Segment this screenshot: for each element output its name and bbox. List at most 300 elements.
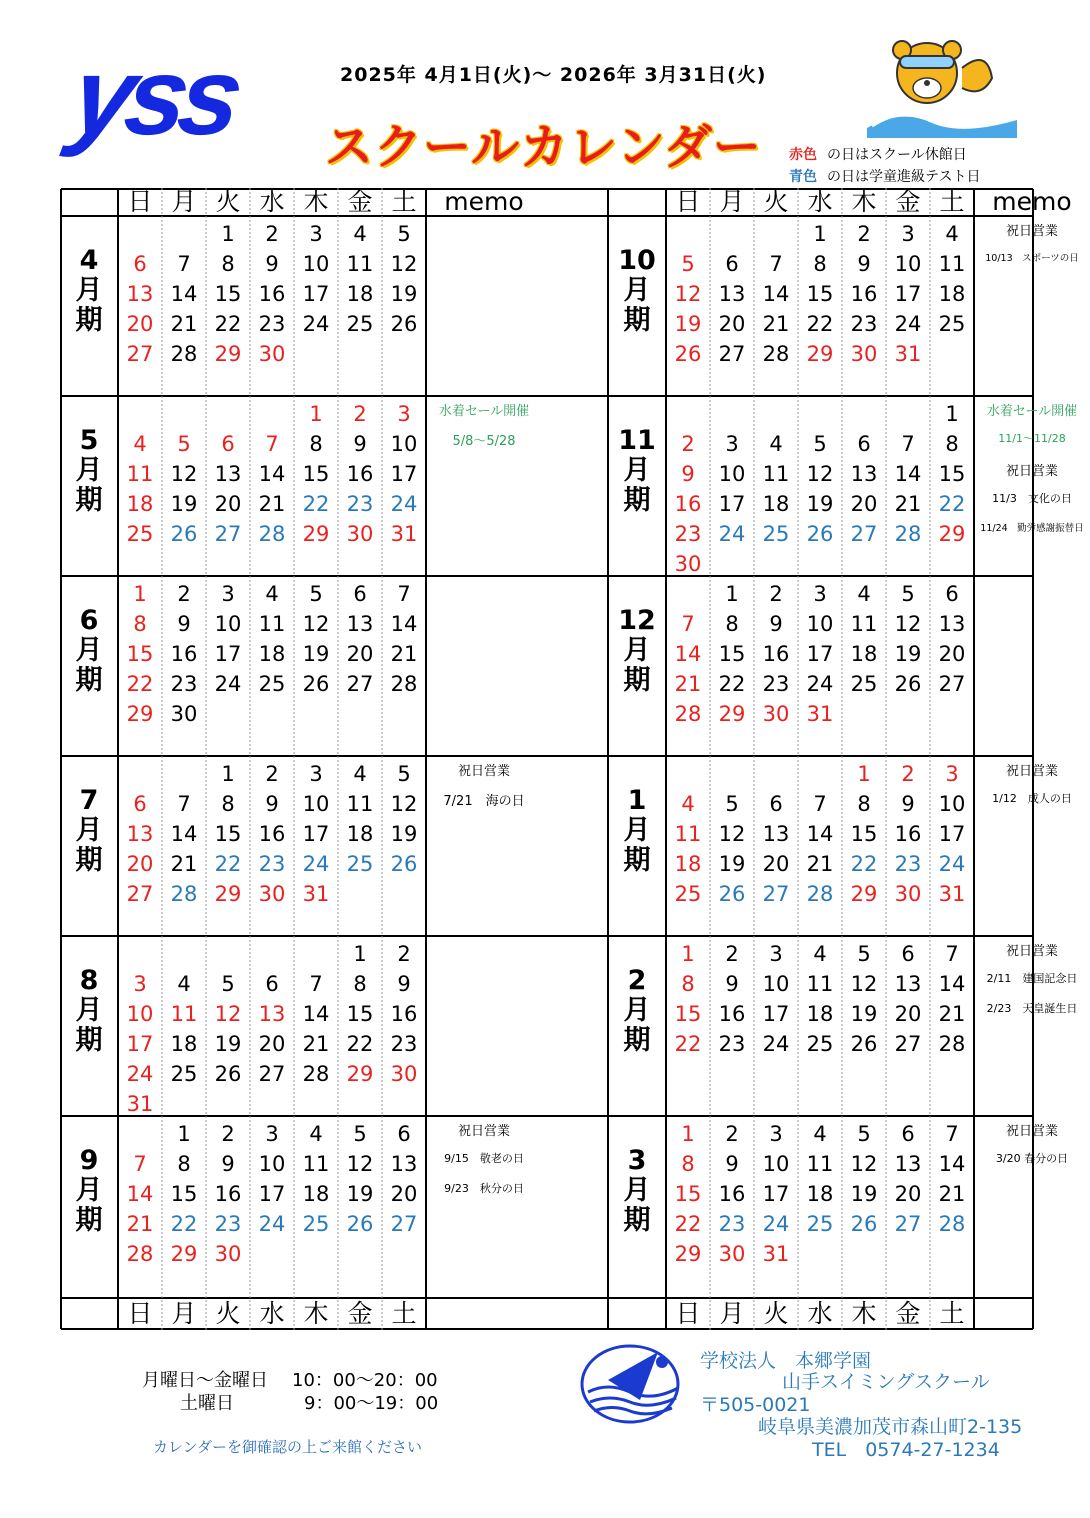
day-cell: 15 bbox=[938, 462, 966, 486]
day-cell: 26 bbox=[390, 852, 418, 876]
day-cell: 25 bbox=[806, 1212, 834, 1236]
memo-line: 11/24 勤労感謝振替日 bbox=[980, 523, 1084, 534]
month-label-part: 2 bbox=[627, 965, 647, 996]
memo-line: 7/21 海の日 bbox=[443, 794, 525, 809]
day-cell: 19 bbox=[390, 822, 418, 846]
weekday-hdr-1-1: 月 bbox=[719, 187, 745, 216]
day-cell: 20 bbox=[126, 852, 154, 876]
day-cell: 28 bbox=[674, 702, 702, 726]
day-cell: 22 bbox=[850, 852, 878, 876]
day-cell: 31 bbox=[390, 522, 418, 546]
day-cell: 14 bbox=[938, 1152, 966, 1176]
month-label-part: 4 bbox=[79, 245, 99, 276]
day-cell: 20 bbox=[346, 642, 374, 666]
legend-closed-key: 赤色 bbox=[789, 147, 817, 163]
day-cell: 11 bbox=[346, 252, 374, 276]
day-cell: 7 bbox=[681, 612, 695, 636]
legend-test bbox=[789, 166, 980, 186]
weekday-ftr-0-5: 金 bbox=[347, 1299, 373, 1328]
day-cell: 23 bbox=[214, 1212, 242, 1236]
day-cell: 28 bbox=[258, 522, 286, 546]
business-hours bbox=[142, 1366, 438, 1412]
day-cell: 18 bbox=[346, 282, 374, 306]
day-cell: 17 bbox=[126, 1032, 154, 1056]
day-cell: 22 bbox=[806, 312, 834, 336]
month-label-part: 月 bbox=[623, 635, 651, 666]
day-cell: 18 bbox=[302, 1182, 330, 1206]
day-cell: 2 bbox=[681, 432, 695, 456]
weekday-hdr-0-0: 日 bbox=[127, 187, 153, 216]
day-cell: 30 bbox=[850, 342, 878, 366]
day-cell: 28 bbox=[806, 882, 834, 906]
day-cell: 5 bbox=[901, 582, 915, 606]
day-cell: 6 bbox=[221, 432, 235, 456]
school-corp: 学校法人 本郷学園 bbox=[700, 1350, 872, 1372]
day-cell: 28 bbox=[938, 1032, 966, 1056]
school-postal: 〒505-0021 bbox=[700, 1394, 811, 1416]
day-cell: 14 bbox=[302, 1002, 330, 1026]
weekday-hdr-0-4: 木 bbox=[303, 187, 329, 216]
month-label-part: 月 bbox=[75, 275, 103, 306]
weekday-ftr-1-5: 金 bbox=[895, 1299, 921, 1328]
month-label-part: 月 bbox=[623, 275, 651, 306]
day-cell: 3 bbox=[725, 432, 739, 456]
weekday-hdr-0-1: 月 bbox=[171, 187, 197, 216]
day-cell: 1 bbox=[725, 582, 739, 606]
day-cell: 25 bbox=[126, 522, 154, 546]
memo-line: 祝日営業 bbox=[1005, 224, 1058, 239]
day-cell: 30 bbox=[894, 882, 922, 906]
day-cell: 1 bbox=[177, 1122, 191, 1146]
day-cell: 28 bbox=[938, 1212, 966, 1236]
day-cell: 8 bbox=[857, 792, 871, 816]
day-cell: 15 bbox=[674, 1182, 702, 1206]
day-cell: 17 bbox=[762, 1182, 790, 1206]
day-cell: 3 bbox=[133, 972, 147, 996]
day-cell: 29 bbox=[938, 522, 966, 546]
memo-line: 祝日営業 bbox=[457, 1124, 510, 1139]
day-cell: 29 bbox=[214, 342, 242, 366]
legend-test-key: 青色 bbox=[789, 169, 817, 185]
day-cell: 9 bbox=[769, 612, 783, 636]
day-cell: 13 bbox=[126, 282, 154, 306]
day-cell: 31 bbox=[762, 1242, 790, 1266]
day-cell: 11 bbox=[346, 792, 374, 816]
day-cell: 25 bbox=[674, 882, 702, 906]
day-cell: 5 bbox=[221, 972, 235, 996]
day-cell: 29 bbox=[346, 1062, 374, 1086]
day-cell: 23 bbox=[170, 672, 198, 696]
day-cell: 11 bbox=[302, 1152, 330, 1176]
day-cell: 12 bbox=[806, 462, 834, 486]
day-cell: 2 bbox=[769, 582, 783, 606]
day-cell: 19 bbox=[674, 312, 702, 336]
day-cell: 9 bbox=[353, 432, 367, 456]
memo-line: 11/3 文化の日 bbox=[992, 492, 1072, 505]
memo-header-0: memo bbox=[444, 187, 524, 216]
day-cell: 15 bbox=[214, 822, 242, 846]
day-cell: 12 bbox=[674, 282, 702, 306]
day-cell: 2 bbox=[221, 1122, 235, 1146]
day-cell: 2 bbox=[857, 222, 871, 246]
month-label-part: 5 bbox=[79, 425, 99, 456]
day-cell: 4 bbox=[265, 582, 279, 606]
weekday-ftr-0-1: 月 bbox=[171, 1299, 197, 1328]
hours-saturday-label: 土曜日 bbox=[180, 1393, 234, 1414]
day-cell: 25 bbox=[346, 852, 374, 876]
month-label bbox=[610, 1146, 664, 1236]
day-cell: 19 bbox=[346, 1182, 374, 1206]
day-cell: 8 bbox=[221, 792, 235, 816]
day-cell: 16 bbox=[258, 822, 286, 846]
day-cell: 23 bbox=[346, 492, 374, 516]
day-cell: 21 bbox=[894, 492, 922, 516]
day-cell: 15 bbox=[302, 462, 330, 486]
day-cell: 10 bbox=[302, 792, 330, 816]
day-cell: 20 bbox=[894, 1182, 922, 1206]
period-range: 2025年 4月1日(火)～ 2026年 3月31日(火) bbox=[340, 64, 767, 86]
day-cell: 22 bbox=[126, 672, 154, 696]
day-cell: 26 bbox=[302, 672, 330, 696]
day-cell: 18 bbox=[346, 822, 374, 846]
day-cell: 1 bbox=[353, 942, 367, 966]
day-cell: 29 bbox=[674, 1242, 702, 1266]
day-cell: 31 bbox=[894, 342, 922, 366]
month-label-part: 9 bbox=[79, 1145, 99, 1176]
day-cell: 26 bbox=[674, 342, 702, 366]
day-cell: 6 bbox=[133, 252, 147, 276]
weekday-ftr-1-2: 火 bbox=[763, 1299, 789, 1328]
weekday-hdr-0-6: 土 bbox=[391, 187, 417, 216]
day-cell: 18 bbox=[762, 492, 790, 516]
day-cell: 4 bbox=[813, 1122, 827, 1146]
day-cell: 14 bbox=[390, 612, 418, 636]
weekday-hdr-1-3: 水 bbox=[807, 187, 833, 216]
memo-line: 3/20 春分の日 bbox=[995, 1152, 1069, 1165]
day-cell: 22 bbox=[214, 312, 242, 336]
day-cell: 16 bbox=[894, 822, 922, 846]
day-cell: 9 bbox=[397, 972, 411, 996]
day-cell: 30 bbox=[718, 1242, 746, 1266]
day-cell: 22 bbox=[938, 492, 966, 516]
day-cell: 23 bbox=[390, 1032, 418, 1056]
day-cell: 25 bbox=[762, 522, 790, 546]
day-cell: 20 bbox=[762, 852, 790, 876]
day-cell: 8 bbox=[681, 1152, 695, 1176]
day-cell: 10 bbox=[894, 252, 922, 276]
month-label-part: 期 bbox=[623, 305, 651, 336]
day-cell: 24 bbox=[258, 1212, 286, 1236]
day-cell: 14 bbox=[258, 462, 286, 486]
month-label bbox=[62, 606, 116, 696]
day-cell: 7 bbox=[945, 1122, 959, 1146]
day-cell: 23 bbox=[258, 852, 286, 876]
day-cell: 10 bbox=[762, 972, 790, 996]
day-cell: 15 bbox=[674, 1002, 702, 1026]
day-cell: 12 bbox=[850, 972, 878, 996]
day-cell: 10 bbox=[302, 252, 330, 276]
day-cell: 16 bbox=[390, 1002, 418, 1026]
day-cell: 25 bbox=[170, 1062, 198, 1086]
weekday-ftr-0-6: 土 bbox=[391, 1299, 417, 1328]
month-label-part: 期 bbox=[623, 845, 651, 876]
day-cell: 14 bbox=[806, 822, 834, 846]
school-tel: TEL 0574-27-1234 bbox=[812, 1439, 1000, 1461]
day-cell: 1 bbox=[813, 222, 827, 246]
day-cell: 27 bbox=[126, 882, 154, 906]
day-cell: 28 bbox=[126, 1242, 154, 1266]
day-cell: 13 bbox=[390, 1152, 418, 1176]
day-cell: 12 bbox=[850, 1152, 878, 1176]
day-cell: 17 bbox=[258, 1182, 286, 1206]
day-cell: 28 bbox=[170, 342, 198, 366]
day-cell: 13 bbox=[346, 612, 374, 636]
day-cell: 11 bbox=[850, 612, 878, 636]
memo-line: 2/23 天皇誕生日 bbox=[986, 1002, 1078, 1015]
legend-closed bbox=[789, 144, 967, 164]
yss-logo-text: yss bbox=[63, 35, 245, 158]
day-cell: 21 bbox=[126, 1212, 154, 1236]
day-cell: 8 bbox=[309, 432, 323, 456]
day-cell: 24 bbox=[214, 672, 242, 696]
day-cell: 4 bbox=[945, 222, 959, 246]
day-cell: 23 bbox=[718, 1032, 746, 1056]
weekday-ftr-0-0: 日 bbox=[127, 1299, 153, 1328]
month-label-part: 10 bbox=[618, 245, 656, 276]
swimmer-wave-logo-icon bbox=[578, 1340, 688, 1428]
day-cell: 3 bbox=[221, 582, 235, 606]
day-cell: 19 bbox=[894, 642, 922, 666]
day-cell: 20 bbox=[894, 1002, 922, 1026]
visit-notice: カレンダーを御確認の上ご来館ください bbox=[153, 1438, 423, 1456]
day-cell: 26 bbox=[718, 882, 746, 906]
day-cell: 18 bbox=[674, 852, 702, 876]
day-cell: 14 bbox=[170, 822, 198, 846]
day-cell: 5 bbox=[353, 1122, 367, 1146]
day-cell: 5 bbox=[309, 582, 323, 606]
month-label-part: 月 bbox=[623, 815, 651, 846]
day-cell: 26 bbox=[850, 1032, 878, 1056]
day-cell: 5 bbox=[857, 1122, 871, 1146]
day-cell: 10 bbox=[390, 432, 418, 456]
day-cell: 5 bbox=[177, 432, 191, 456]
day-cell: 10 bbox=[126, 1002, 154, 1026]
day-cell: 21 bbox=[258, 492, 286, 516]
day-cell: 15 bbox=[346, 1002, 374, 1026]
day-cell: 20 bbox=[126, 312, 154, 336]
day-cell: 18 bbox=[258, 642, 286, 666]
day-cell: 3 bbox=[901, 222, 915, 246]
memo-header-1: memo bbox=[992, 187, 1072, 216]
day-cell: 16 bbox=[762, 642, 790, 666]
month-label-part: 期 bbox=[75, 485, 103, 516]
day-cell: 2 bbox=[725, 1122, 739, 1146]
month-label bbox=[610, 966, 664, 1056]
day-cell: 9 bbox=[221, 1152, 235, 1176]
day-cell: 16 bbox=[214, 1182, 242, 1206]
day-cell: 4 bbox=[813, 942, 827, 966]
day-cell: 24 bbox=[718, 522, 746, 546]
month-label bbox=[62, 426, 116, 516]
memo-line: 9/15 敬老の日 bbox=[444, 1152, 524, 1165]
day-cell: 18 bbox=[850, 642, 878, 666]
day-cell: 1 bbox=[221, 762, 235, 786]
day-cell: 11 bbox=[806, 1152, 834, 1176]
day-cell: 8 bbox=[177, 1152, 191, 1176]
day-cell: 21 bbox=[938, 1002, 966, 1026]
day-cell: 2 bbox=[353, 402, 367, 426]
day-cell: 19 bbox=[850, 1182, 878, 1206]
day-cell: 13 bbox=[762, 822, 790, 846]
day-cell: 24 bbox=[390, 492, 418, 516]
month-label-part: 期 bbox=[75, 1205, 103, 1236]
day-cell: 20 bbox=[938, 642, 966, 666]
day-cell: 10 bbox=[762, 1152, 790, 1176]
weekday-hdr-1-5: 金 bbox=[895, 187, 921, 216]
day-cell: 17 bbox=[806, 642, 834, 666]
day-cell: 10 bbox=[214, 612, 242, 636]
day-cell: 6 bbox=[769, 792, 783, 816]
day-cell: 2 bbox=[397, 942, 411, 966]
weekday-ftr-1-3: 水 bbox=[807, 1299, 833, 1328]
day-cell: 7 bbox=[133, 1152, 147, 1176]
day-cell: 31 bbox=[938, 882, 966, 906]
day-cell: 14 bbox=[126, 1182, 154, 1206]
day-cell: 20 bbox=[258, 1032, 286, 1056]
day-cell: 27 bbox=[390, 1212, 418, 1236]
day-cell: 3 bbox=[265, 1122, 279, 1146]
weekday-hdr-1-4: 木 bbox=[851, 187, 877, 216]
day-cell: 25 bbox=[346, 312, 374, 336]
day-cell: 10 bbox=[258, 1152, 286, 1176]
day-cell: 29 bbox=[214, 882, 242, 906]
day-cell: 20 bbox=[214, 492, 242, 516]
day-cell: 7 bbox=[901, 432, 915, 456]
weekday-hdr-0-5: 金 bbox=[347, 187, 373, 216]
day-cell: 3 bbox=[309, 762, 323, 786]
day-cell: 19 bbox=[170, 492, 198, 516]
day-cell: 10 bbox=[938, 792, 966, 816]
day-cell: 7 bbox=[309, 972, 323, 996]
day-cell: 22 bbox=[674, 1032, 702, 1056]
day-cell: 5 bbox=[813, 432, 827, 456]
day-cell: 2 bbox=[265, 762, 279, 786]
memo-line: 10/13 スポーツの日 bbox=[985, 253, 1079, 264]
month-label-part: 12 bbox=[618, 605, 656, 636]
day-cell: 21 bbox=[762, 312, 790, 336]
day-cell: 4 bbox=[133, 432, 147, 456]
day-cell: 29 bbox=[126, 702, 154, 726]
memo-line: 9/23 秋分の日 bbox=[444, 1182, 524, 1195]
day-cell: 30 bbox=[214, 1242, 242, 1266]
day-cell: 7 bbox=[769, 252, 783, 276]
memo-line: 5/8～5/28 bbox=[452, 434, 516, 449]
day-cell: 18 bbox=[126, 492, 154, 516]
day-cell: 30 bbox=[346, 522, 374, 546]
page-title: スクールカレンダー bbox=[325, 119, 762, 175]
day-cell: 31 bbox=[302, 882, 330, 906]
day-cell: 9 bbox=[265, 792, 279, 816]
day-cell: 31 bbox=[126, 1092, 154, 1116]
day-cell: 1 bbox=[681, 1122, 695, 1146]
day-cell: 23 bbox=[718, 1212, 746, 1236]
day-cell: 14 bbox=[938, 972, 966, 996]
day-cell: 16 bbox=[718, 1002, 746, 1026]
day-cell: 21 bbox=[674, 672, 702, 696]
day-cell: 27 bbox=[894, 1032, 922, 1056]
day-cell: 15 bbox=[170, 1182, 198, 1206]
day-cell: 25 bbox=[938, 312, 966, 336]
day-cell: 27 bbox=[762, 882, 790, 906]
day-cell: 16 bbox=[718, 1182, 746, 1206]
day-cell: 31 bbox=[806, 702, 834, 726]
day-cell: 10 bbox=[806, 612, 834, 636]
day-cell: 6 bbox=[945, 582, 959, 606]
day-cell: 6 bbox=[397, 1122, 411, 1146]
memo-line: 祝日営業 bbox=[1005, 764, 1058, 779]
day-cell: 6 bbox=[353, 582, 367, 606]
day-cell: 7 bbox=[265, 432, 279, 456]
day-cell: 7 bbox=[813, 792, 827, 816]
memo-line: 祝日営業 bbox=[1005, 944, 1058, 959]
day-cell: 19 bbox=[302, 642, 330, 666]
month-label bbox=[610, 786, 664, 876]
weekday-ftr-1-1: 月 bbox=[719, 1299, 745, 1328]
day-cell: 8 bbox=[813, 252, 827, 276]
day-cell: 26 bbox=[390, 312, 418, 336]
day-cell: 30 bbox=[390, 1062, 418, 1086]
day-cell: 22 bbox=[214, 852, 242, 876]
day-cell: 27 bbox=[346, 672, 374, 696]
school-name: 山手スイミングスクール bbox=[782, 1371, 990, 1393]
day-cell: 9 bbox=[725, 1152, 739, 1176]
weekday-ftr-0-3: 水 bbox=[259, 1299, 285, 1328]
day-cell: 15 bbox=[850, 822, 878, 846]
day-cell: 17 bbox=[894, 282, 922, 306]
legend-closed-text: の日はスクール休館日 bbox=[827, 147, 967, 163]
month-label-part: 期 bbox=[623, 665, 651, 696]
weekday-hdr-1-0: 日 bbox=[675, 187, 701, 216]
day-cell: 22 bbox=[346, 1032, 374, 1056]
day-cell: 27 bbox=[718, 342, 746, 366]
day-cell: 25 bbox=[258, 672, 286, 696]
day-cell: 30 bbox=[762, 702, 790, 726]
day-cell: 20 bbox=[390, 1182, 418, 1206]
day-cell: 2 bbox=[725, 942, 739, 966]
day-cell: 18 bbox=[806, 1182, 834, 1206]
day-cell: 27 bbox=[894, 1212, 922, 1236]
day-cell: 23 bbox=[850, 312, 878, 336]
day-cell: 6 bbox=[901, 942, 915, 966]
day-cell: 12 bbox=[718, 822, 746, 846]
hours-weekday-label: 月曜日～金曜日 bbox=[142, 1370, 268, 1391]
day-cell: 2 bbox=[901, 762, 915, 786]
day-cell: 12 bbox=[214, 1002, 242, 1026]
day-cell: 21 bbox=[302, 1032, 330, 1056]
day-cell: 30 bbox=[170, 702, 198, 726]
day-cell: 18 bbox=[806, 1002, 834, 1026]
day-cell: 10 bbox=[718, 462, 746, 486]
day-cell: 17 bbox=[938, 822, 966, 846]
day-cell: 11 bbox=[126, 462, 154, 486]
day-cell: 8 bbox=[353, 972, 367, 996]
day-cell: 12 bbox=[390, 792, 418, 816]
day-cell: 6 bbox=[725, 252, 739, 276]
day-cell: 7 bbox=[177, 252, 191, 276]
day-cell: 29 bbox=[718, 702, 746, 726]
weekday-ftr-0-4: 木 bbox=[303, 1299, 329, 1328]
day-cell: 15 bbox=[126, 642, 154, 666]
